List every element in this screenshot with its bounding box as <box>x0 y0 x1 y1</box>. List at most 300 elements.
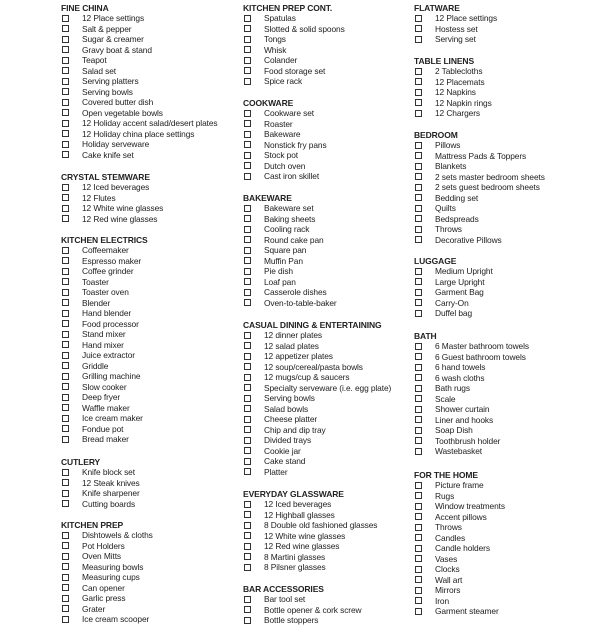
section-bar-accessories <box>243 584 361 626</box>
checkbox[interactable] <box>244 617 251 624</box>
item-label: Iron <box>435 595 450 606</box>
checkbox[interactable] <box>62 331 69 338</box>
checkbox[interactable] <box>415 534 422 541</box>
item-label: Hand mixer <box>82 339 124 350</box>
checkbox[interactable] <box>244 205 251 212</box>
item-label: Liner and hooks <box>435 414 494 425</box>
checkbox[interactable] <box>244 596 251 603</box>
checkbox[interactable] <box>415 492 422 499</box>
checkbox[interactable] <box>62 469 69 476</box>
checkbox[interactable] <box>244 152 251 159</box>
checklist-item <box>61 108 218 119</box>
section-heading: CRYSTAL STEMWARE <box>61 172 150 182</box>
item-label: Bedspreads <box>435 213 479 224</box>
item-label: Salad set <box>82 65 117 76</box>
checklist-item <box>414 235 545 246</box>
checkbox[interactable] <box>62 278 69 285</box>
checkbox[interactable] <box>62 184 69 191</box>
checklist-item <box>414 352 529 363</box>
checklist-item <box>61 434 148 445</box>
checklist-item <box>243 245 337 256</box>
section-heading: FINE CHINA <box>61 3 109 13</box>
item-label: 12 salad plates <box>264 340 319 351</box>
checklist-item <box>414 341 529 352</box>
item-label: Serving bowls <box>264 393 315 403</box>
checkbox[interactable] <box>62 310 69 317</box>
checklist-item <box>414 308 493 319</box>
checkbox[interactable] <box>244 289 251 296</box>
checklist-item <box>61 572 153 583</box>
checkbox[interactable] <box>415 545 422 552</box>
item-label: 12 Red wine glasses <box>264 541 340 551</box>
checklist-item <box>414 446 529 457</box>
item-label: Baking sheets <box>264 213 316 224</box>
item-label: Bottle stoppers <box>264 615 319 625</box>
checkbox[interactable] <box>244 131 251 138</box>
checkbox[interactable] <box>62 99 69 106</box>
section-flatware <box>414 3 497 45</box>
checklist-item <box>243 499 377 510</box>
item-label: Carry-On <box>435 297 469 308</box>
item-label: Food storage set <box>264 65 326 76</box>
checklist-item <box>414 383 529 394</box>
checklist-item <box>61 361 148 372</box>
item-label: 12 Napkins <box>435 87 476 97</box>
checklist-item <box>61 34 218 45</box>
item-label: Can opener <box>82 582 125 593</box>
checklist-item <box>243 456 391 467</box>
checkbox[interactable] <box>244 353 251 360</box>
checklist-item <box>243 605 361 616</box>
section-heading: FOR THE HOME <box>414 470 478 480</box>
checklist-item <box>61 403 148 414</box>
section-luggage <box>414 256 493 319</box>
checklist-item <box>243 615 361 626</box>
checkbox[interactable] <box>62 215 69 222</box>
checkbox[interactable] <box>244 553 251 560</box>
section-kitchen-electrics <box>61 235 148 445</box>
checkbox[interactable] <box>62 46 69 53</box>
checkbox[interactable] <box>62 574 69 581</box>
item-label: Gravy boat & stand <box>82 44 152 55</box>
item-label: Salt & pepper <box>82 23 132 34</box>
checkbox[interactable] <box>415 299 422 306</box>
checkbox[interactable] <box>244 215 251 222</box>
checklist-item <box>414 203 545 214</box>
checkbox[interactable] <box>415 524 422 531</box>
item-label: Hostess set <box>435 23 478 34</box>
checkbox[interactable] <box>415 184 422 191</box>
checklist-item <box>414 425 529 436</box>
checklist-item <box>61 319 148 330</box>
item-label: Bread maker <box>82 434 129 444</box>
checkbox[interactable] <box>62 553 69 560</box>
checklist-item <box>414 13 497 24</box>
item-label: Mirrors <box>435 585 461 595</box>
checkbox[interactable] <box>62 436 69 443</box>
item-label: 6 hand towels <box>435 362 486 372</box>
item-label: Ice cream maker <box>82 413 143 423</box>
item-label: Blankets <box>435 161 467 171</box>
checklist-item <box>243 562 377 573</box>
item-label: Cooling rack <box>264 224 310 234</box>
checkbox[interactable] <box>244 374 251 381</box>
checkbox[interactable] <box>415 36 422 43</box>
checkbox[interactable] <box>244 226 251 233</box>
item-label: Specialty serveware (i.e. egg plate) <box>264 382 392 393</box>
checkbox[interactable] <box>62 205 69 212</box>
checklist-item <box>243 287 337 298</box>
checklist-item <box>61 478 140 489</box>
checklist-item <box>243 214 337 225</box>
checkbox[interactable] <box>62 67 69 74</box>
checklist-item <box>243 341 391 352</box>
checkbox[interactable] <box>415 15 422 22</box>
checkbox[interactable] <box>244 268 251 275</box>
checkbox[interactable] <box>62 425 69 432</box>
checkbox[interactable] <box>244 342 251 349</box>
item-label: Bakeware set <box>264 203 314 213</box>
checkbox[interactable] <box>244 564 251 571</box>
section-for-the-home <box>414 470 505 617</box>
checkbox[interactable] <box>244 468 251 475</box>
section-heading: CASUAL DINING & ENTERTAINING <box>243 320 382 330</box>
checkbox[interactable] <box>62 616 69 623</box>
checkbox[interactable] <box>415 194 422 201</box>
checkbox[interactable] <box>415 427 422 434</box>
checkbox[interactable] <box>415 236 422 243</box>
checkbox[interactable] <box>415 566 422 573</box>
item-label: Bath rugs <box>435 383 470 393</box>
checkbox[interactable] <box>415 416 422 423</box>
item-label: Candles <box>435 532 466 543</box>
checkbox[interactable] <box>244 120 251 127</box>
checkbox[interactable] <box>244 247 251 254</box>
checkbox[interactable] <box>244 501 251 508</box>
item-label: Nonstick fry pans <box>264 139 327 150</box>
checkbox[interactable] <box>415 437 422 444</box>
checkbox[interactable] <box>62 373 69 380</box>
item-label: 12 soup/cereal/pasta bowls <box>264 361 363 372</box>
checklist-item <box>243 277 337 288</box>
checkbox[interactable] <box>415 364 422 371</box>
checklist-item <box>61 604 153 615</box>
checkbox[interactable] <box>415 25 422 32</box>
item-label: 6 Guest bathroom towels <box>435 351 526 362</box>
checklist-item <box>61 350 148 361</box>
checklist-item <box>61 245 148 256</box>
checkbox[interactable] <box>415 374 422 381</box>
checkbox[interactable] <box>415 78 422 85</box>
checkbox[interactable] <box>62 120 69 127</box>
checkbox[interactable] <box>62 532 69 539</box>
section-heading: BEDROOM <box>414 130 458 140</box>
checklist-item <box>61 551 153 562</box>
section-cutlery <box>61 457 140 509</box>
section-kitchen-prep-cont <box>243 3 345 87</box>
checkbox[interactable] <box>62 341 69 348</box>
checkbox[interactable] <box>244 437 251 444</box>
checkbox[interactable] <box>62 320 69 327</box>
checklist-item <box>243 330 391 341</box>
checkbox[interactable] <box>415 173 422 180</box>
checklist-item <box>414 193 545 204</box>
checkbox[interactable] <box>415 513 422 520</box>
checklist-item <box>243 594 361 605</box>
checkbox[interactable] <box>415 482 422 489</box>
checkbox[interactable] <box>244 543 251 550</box>
checklist-item <box>243 256 337 267</box>
checkbox[interactable] <box>244 15 251 22</box>
checkbox[interactable] <box>415 385 422 392</box>
checkbox[interactable] <box>62 362 69 369</box>
item-label: 8 Double old fashioned glasses <box>264 520 378 530</box>
checkbox[interactable] <box>62 299 69 306</box>
checkbox[interactable] <box>244 405 251 412</box>
checkbox[interactable] <box>244 606 251 613</box>
checkbox[interactable] <box>415 278 422 285</box>
item-label: Large Upright <box>435 276 485 287</box>
checklist-item <box>414 34 497 45</box>
checkbox[interactable] <box>62 247 69 254</box>
checkbox[interactable] <box>62 500 69 507</box>
checkbox[interactable] <box>62 130 69 137</box>
checkbox[interactable] <box>62 289 69 296</box>
checkbox[interactable] <box>244 25 251 32</box>
checkbox[interactable] <box>244 363 251 370</box>
checklist-item <box>414 606 505 617</box>
item-label: Coffee grinder <box>82 266 134 276</box>
checkbox[interactable] <box>415 152 422 159</box>
checkbox[interactable] <box>415 576 422 583</box>
checklist-item <box>61 541 153 552</box>
item-label: Scale <box>435 393 456 404</box>
item-label: Bottle opener & cork screw <box>264 604 362 615</box>
checklist-item <box>414 24 497 35</box>
checklist-item <box>414 362 529 373</box>
checklist-item <box>243 541 377 552</box>
checkbox[interactable] <box>244 78 251 85</box>
checkbox[interactable] <box>244 236 251 243</box>
checklist-item <box>414 108 492 119</box>
checkbox[interactable] <box>62 404 69 411</box>
checkbox[interactable] <box>415 142 422 149</box>
checklist-item <box>414 98 492 109</box>
item-label: 12 Iced beverages <box>264 499 332 509</box>
checkbox[interactable] <box>62 57 69 64</box>
checkbox[interactable] <box>62 394 69 401</box>
checkbox[interactable] <box>62 257 69 264</box>
checklist-item <box>414 575 505 586</box>
section-heading: LUGGAGE <box>414 256 457 266</box>
checkbox[interactable] <box>62 383 69 390</box>
checkbox[interactable] <box>415 205 422 212</box>
checkbox[interactable] <box>415 343 422 350</box>
checkbox[interactable] <box>244 395 251 402</box>
checklist-item <box>414 87 492 98</box>
checkbox[interactable] <box>415 89 422 96</box>
item-label: Coffeemaker <box>82 245 129 255</box>
checkbox[interactable] <box>244 162 251 169</box>
checkbox[interactable] <box>62 194 69 201</box>
item-label: Cutting boards <box>82 498 136 509</box>
checkbox[interactable] <box>415 395 422 402</box>
checklist-item <box>61 424 148 435</box>
checkbox[interactable] <box>62 151 69 158</box>
checkbox[interactable] <box>244 36 251 43</box>
checkbox[interactable] <box>415 289 422 296</box>
checklist-item <box>414 140 545 151</box>
item-label: Rugs <box>435 490 455 501</box>
checkbox[interactable] <box>415 587 422 594</box>
item-label: Food processor <box>82 318 139 329</box>
checkbox[interactable] <box>415 268 422 275</box>
checkbox[interactable] <box>244 458 251 465</box>
checkbox[interactable] <box>415 353 422 360</box>
checkbox[interactable] <box>244 257 251 264</box>
item-label: Griddle <box>82 360 109 371</box>
item-label: Colander <box>264 55 298 65</box>
item-label: Oven-to-table-baker <box>264 297 337 308</box>
checkbox[interactable] <box>244 299 251 306</box>
checkbox[interactable] <box>415 597 422 604</box>
checkbox[interactable] <box>62 88 69 95</box>
item-label: Oven Mitts <box>82 551 122 561</box>
checkbox[interactable] <box>62 36 69 43</box>
checklist-item <box>414 404 529 415</box>
checklist-item <box>61 139 218 150</box>
section-heading: KITCHEN PREP <box>61 520 124 530</box>
checkbox[interactable] <box>415 310 422 317</box>
checkbox[interactable] <box>62 415 69 422</box>
checklist-item <box>414 172 545 183</box>
checkbox[interactable] <box>62 479 69 486</box>
item-label: 12 Flutes <box>82 192 116 203</box>
item-label: 12 Steak knives <box>82 477 140 488</box>
item-label: 2 sets guest bedroom sheets <box>435 182 540 192</box>
checkbox[interactable] <box>62 268 69 275</box>
checkbox[interactable] <box>62 25 69 32</box>
checklist-item <box>243 362 391 373</box>
checklist-item <box>61 287 148 298</box>
checkbox[interactable] <box>244 46 251 53</box>
item-label: 12 mugs/cup & saucers <box>264 372 350 382</box>
checklist-item <box>61 87 218 98</box>
checkbox[interactable] <box>62 15 69 22</box>
item-label: 12 White wine glasses <box>82 203 164 213</box>
checklist-item <box>243 203 337 214</box>
checkbox[interactable] <box>62 542 69 549</box>
checkbox[interactable] <box>62 563 69 570</box>
checklist-item <box>61 24 218 35</box>
item-label: Slotted & solid spoons <box>264 23 345 34</box>
checkbox[interactable] <box>244 173 251 180</box>
checklist-item <box>414 512 505 523</box>
item-label: 12 Place settings <box>435 13 498 23</box>
item-label: Ice cream scooper <box>82 614 150 624</box>
item-label: Bedding set <box>435 192 479 203</box>
checkbox[interactable] <box>244 384 251 391</box>
section-heading: CUTLERY <box>61 457 101 467</box>
checkbox[interactable] <box>244 110 251 117</box>
checkbox[interactable] <box>62 109 69 116</box>
checklist-item <box>61 193 163 204</box>
checkbox[interactable] <box>415 226 422 233</box>
checkbox[interactable] <box>415 110 422 117</box>
item-label: Serving platters <box>82 76 139 86</box>
checkbox[interactable] <box>415 99 422 106</box>
checklist-item <box>414 564 505 575</box>
checkbox[interactable] <box>244 416 251 423</box>
section-heading: COOKWARE <box>243 98 294 108</box>
checklist-item <box>243 66 345 77</box>
checklist-item <box>243 45 345 56</box>
checkbox[interactable] <box>62 584 69 591</box>
item-label: Roaster <box>264 118 293 129</box>
section-everyday-glassware <box>243 489 377 573</box>
item-label: Knife sharpener <box>82 488 140 498</box>
checklist-item <box>414 491 505 502</box>
checkbox[interactable] <box>62 605 69 612</box>
checklist-item <box>243 393 391 404</box>
item-label: Grater <box>82 603 106 614</box>
item-label: 12 Highball glasses <box>264 509 335 520</box>
checkbox[interactable] <box>62 141 69 148</box>
checkbox[interactable] <box>244 278 251 285</box>
checklist-item <box>414 214 545 225</box>
section-bedroom <box>414 130 545 245</box>
checkbox[interactable] <box>244 332 251 339</box>
checkbox[interactable] <box>244 522 251 529</box>
checklist-item <box>61 182 163 193</box>
checklist-item <box>61 97 218 108</box>
checkbox[interactable] <box>415 555 422 562</box>
checkbox[interactable] <box>415 163 422 170</box>
checklist-item <box>61 129 218 140</box>
item-label: 12 Holiday china place settings <box>82 128 195 139</box>
checkbox[interactable] <box>244 57 251 64</box>
checkbox[interactable] <box>244 532 251 539</box>
checkbox[interactable] <box>62 78 69 85</box>
checkbox[interactable] <box>415 406 422 413</box>
section-table-linens <box>414 56 492 119</box>
checklist-item <box>61 340 148 351</box>
item-label: Cookie jar <box>264 445 301 456</box>
checkbox[interactable] <box>415 68 422 75</box>
checkbox[interactable] <box>62 490 69 497</box>
checkbox[interactable] <box>415 215 422 222</box>
checklist-item <box>243 34 345 45</box>
checkbox[interactable] <box>62 595 69 602</box>
checklist-item <box>243 129 327 140</box>
checkbox[interactable] <box>415 503 422 510</box>
checkbox[interactable] <box>244 426 251 433</box>
checkbox[interactable] <box>244 447 251 454</box>
checkbox[interactable] <box>415 608 422 615</box>
checkbox[interactable] <box>244 67 251 74</box>
checkbox[interactable] <box>244 511 251 518</box>
checkbox[interactable] <box>244 141 251 148</box>
item-label: Stock pot <box>264 150 299 160</box>
checklist-item <box>61 13 218 24</box>
checklist-item <box>243 552 377 563</box>
checkbox[interactable] <box>415 448 422 455</box>
section-bakeware <box>243 193 337 308</box>
checklist-item <box>61 256 148 267</box>
checklist-item <box>243 510 377 521</box>
checkbox[interactable] <box>62 352 69 359</box>
item-label: 12 Napkin rings <box>435 97 492 108</box>
